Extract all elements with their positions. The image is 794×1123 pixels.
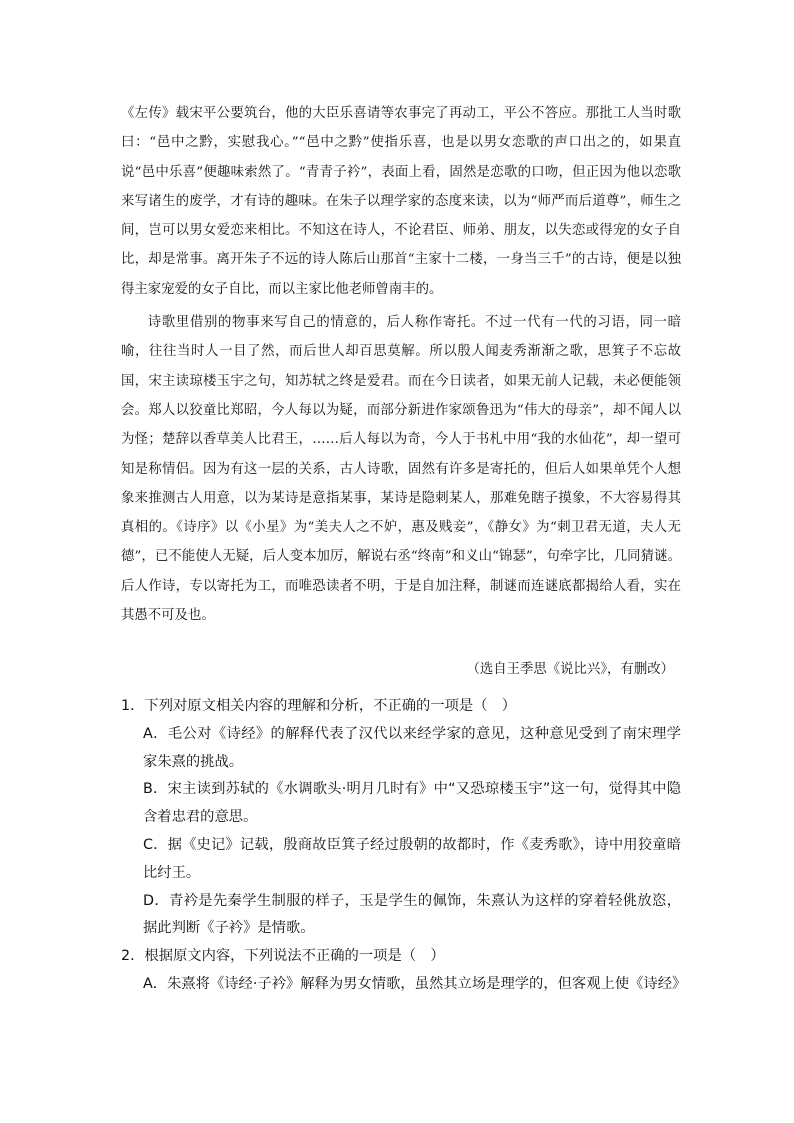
passage-paragraph-2: 诗歌里借别的物事来写自己的情意的，后人称作寄托。不过一代有一代的习语，同一暗喻，往往当时人一目了然，而后世人却百思莫解。所以殷人闻麦秀渐渐之歌，思箕子不忘故国，宋主读琼楼玉宇之句，知苏轼之终是爱君。而在今日读者，如果无前人记载，未必便能领会。郑人以狡童比郑昭，今人每以为疑，而部分新进作家颂鲁迅为“伟大的母亲”，却不闻人以为怪；楚辞以香草美人比君王，……后人每以为奇，今人于书札中用“我的水仙花”，却一望可知是称情侣。因为有这一层的关系，古人诗歌，固然有许多是寄托的，但后人如果单凭个人想象来推测古人用意，以为某诗是意指某事，某诗是隐刺某人，那难免瞎子摸象，不大容易得其真相的。《诗序》以《小星》为“美夫人之不妒，惠及贱妾”，《静女》为“刺卫君无道，夫人无德”，已不能使人无疑，后人变本加厉，解说右丞“终南”和义山“锦瑟”，句牵字比，几同猜谜。后人作诗，专以寄托为工，而唯恐读者不明，于是自加注释，制谜而连谜底都揭给人看，实在其愚不可及也。 [121, 315, 681, 624]
question-2 [121, 943, 687, 999]
question-1 [121, 693, 681, 943]
passage-paragraph-1: 《左传》载宋平公要筑台，他的大臣乐喜请等农事完了再动工，平公不答应。那批工人当时歌曰：“邑中之黔，实慰我心。”“邑中之黔”使指乐喜，也是以男女恋歌的声口出之的，如果直说“邑中乐喜”便趣味索然了。“青青子衿”，表面上看，固然是恋歌的口吻，但正因为他以恋歌来写诸生的废学，才有诗的趣味。在朱子以理学家的态度来读，以为“师严而后道尊”，师生之间，岂可以男女爱恋来相比。不知这在诗人，不论君臣、师弟、朋友，以失恋或得宠的女子自比，却是常事。离开朱子不远的诗人陈后山那首“主家十二楼，一身当三千”的古诗，便是以独得主家宠爱的女子自比，而以主家比他老师曾南丰的。 [121, 106, 681, 297]
question-stem: 2．根据原文内容，下列说法不正确的一项是（ ） [121, 948, 445, 965]
option-a: A．毛公对《诗经》的解释代表了汉代以来经学家的意见，这种意见受到了南宋理学家朱熹的挑战。 [143, 725, 681, 770]
option-a: A．朱熹将《诗经·子衿》解释为男女情歌，虽然其立场是理学的，但客观上使《诗经》 [143, 975, 687, 992]
question-list [121, 693, 687, 999]
option-c: C．据《史记》记载，殷商故臣箕子经过殷朝的故都时，作《麦秀歌》，诗中用狡童暗比纣王。 [143, 836, 681, 881]
question-stem: 1．下列对原文相关内容的理解和分析，不正确的一项是（ ） [121, 698, 517, 714]
option-d: D．青衿是先秦学生制服的样子，玉是学生的佩饰，朱熹认为这样的穿着轻佻放恣，据此判断《子衿》是情歌。 [143, 892, 681, 937]
option-b: B．宋主读到苏轼的《水调歌头·明月几时有》中“又恐琼楼玉宇”这一句，觉得其中隐含着忠君的意思。 [143, 781, 681, 826]
reading-passage [121, 99, 681, 630]
passage-source: （选自王季思《说比兴》，有删改） [466, 662, 674, 677]
